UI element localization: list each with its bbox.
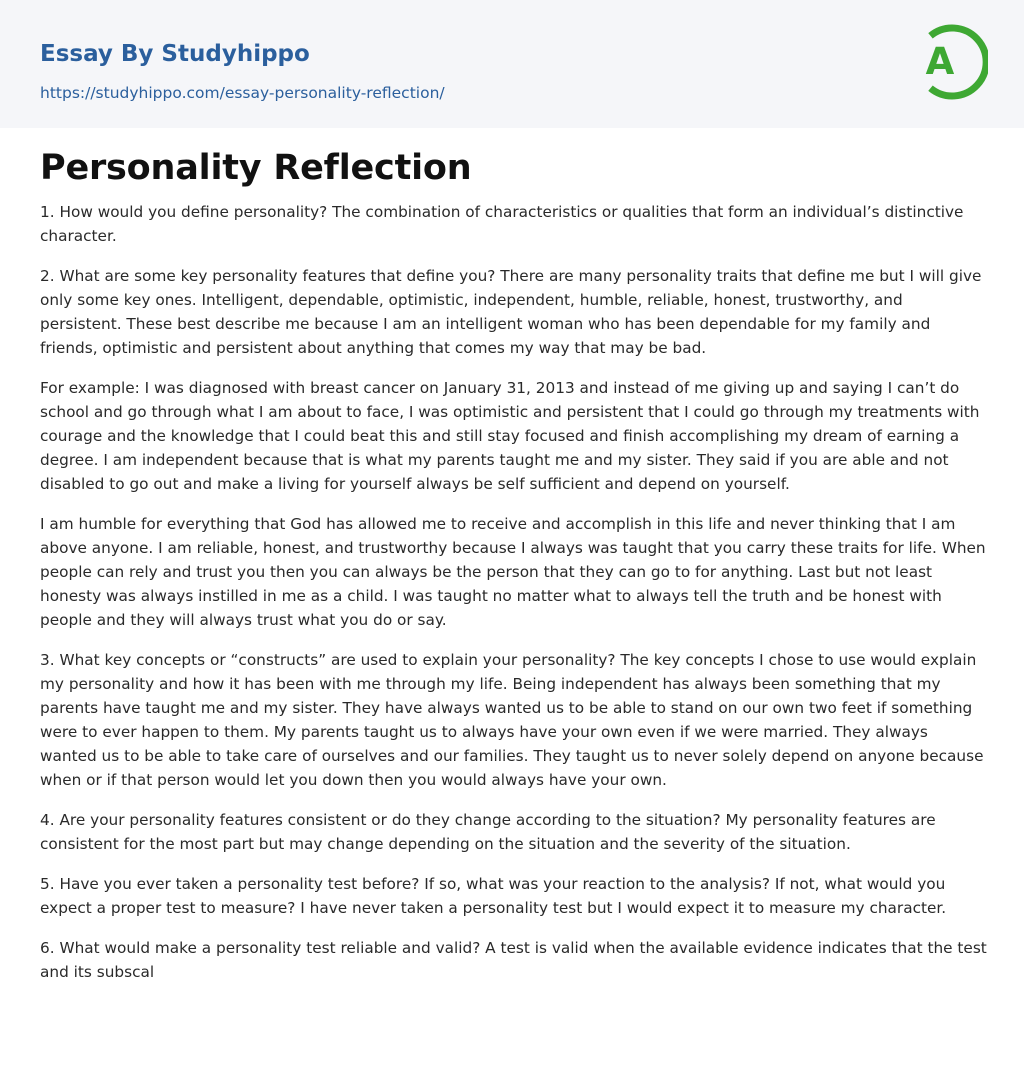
- essay-title: Personality Reflection: [40, 148, 472, 188]
- site-brand[interactable]: Essay By Studyhippo: [40, 41, 310, 67]
- essay-content: [40, 142, 988, 1000]
- essay-paragraph: 4. Are your personality features consistent or do they change according to the situation? My personality features are consistent for the most part but may change depending on the situation and the severity of the situation.: [40, 811, 936, 853]
- essay-paragraph: 6. What would make a personality test reliable and valid? A test is valid when the available evidence indicates that the test and its subscal: [40, 939, 987, 981]
- essay-url-link[interactable]: https://studyhippo.com/essay-personality-reflection/: [40, 84, 445, 102]
- essay-paragraph: 1. How would you define personality? The combination of characteristics or qualities that form an individual’s distinctive character.: [40, 203, 964, 245]
- logo-letter: A: [925, 40, 955, 83]
- studyhippo-logo-icon[interactable]: [912, 18, 988, 106]
- site-header: [0, 0, 1024, 128]
- essay-paragraph: I am humble for everything that God has allowed me to receive and accomplish in this life and never thinking that I am above anyone. I am reliable, honest, and trustworthy because I always was taught that you carry these traits for life. When people can rely and trust you then you can always be the person that they can go to for anything. Last but not least honesty was always instilled in me as a child. I was taught no matter what to always tell the truth and be honest with people and they will always trust what you do or say.: [40, 515, 986, 629]
- essay-paragraph: 5. Have you ever taken a personality test before? If so, what was your reaction to the analysis? If not, what would you expect a proper test to measure? I have never taken a personality test but I would expect it to measure my character.: [40, 875, 947, 917]
- essay-paragraph: 2. What are some key personality features that define you? There are many personality traits that define me but I will give only some key ones. Intelligent, dependable, optimistic, independent, humble, reliable, honest, trustworthy, and persistent. These best describe me because I am an intelligent woman who has been dependable for my family and friends, optimistic and persistent about anything that comes my way that may be bad.: [40, 267, 982, 357]
- essay-paragraph: For example: I was diagnosed with breast cancer on January 31, 2013 and instead of me giving up and saying I can’t do school and go through what I am about to face, I was optimistic and persistent that I could go through my treatments with courage and the knowledge that I could beat this and still stay focused and finish accomplishing my dream of earning a degree. I am independent because that is what my parents taught me and my sister. They said if you are able and not disabled to go out and make a living for yourself always be self sufficient and depend on yourself.: [40, 379, 980, 493]
- essay-paragraph: 3. What key concepts or “constructs” are used to explain your personality? The key concepts I chose to use would explain my personality and how it has been with me through my life. Being independent has always been something that my parents have taught me and my sister. They have always wanted us to be able to stand on our own two feet if something were to ever happen to them. My parents taught us to always have your own even if we were married. They always wanted us to be able to take care of ourselves and our families. They taught us to never solely depend on anyone because when or if that person would let you down then you would always have your own.: [40, 651, 984, 789]
